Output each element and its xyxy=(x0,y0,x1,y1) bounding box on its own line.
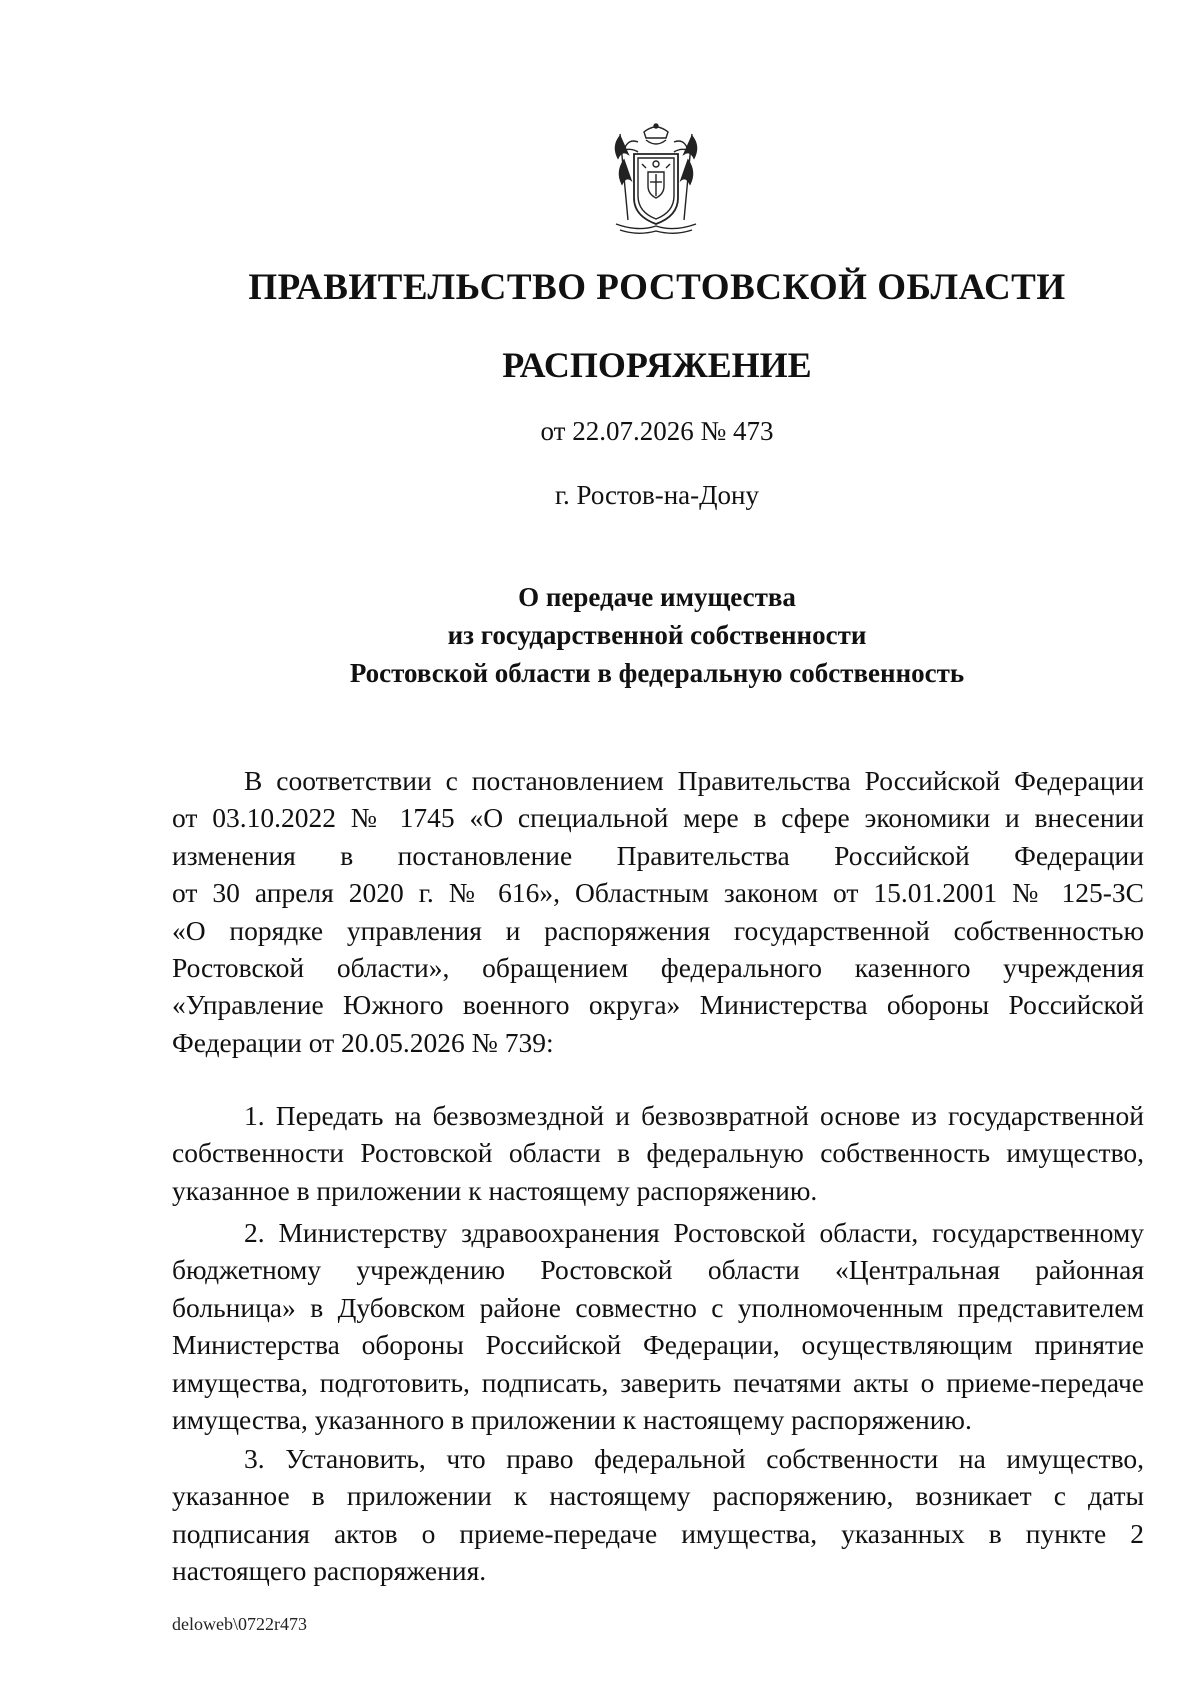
subject-line: О передаче имущества xyxy=(518,582,796,612)
clause-line: указанное в приложении к настоящему распоряжению, возникает с даты xyxy=(172,1480,1144,1512)
clause-line: бюджетному учреждению Ростовской области «Центральная районная xyxy=(172,1254,1144,1286)
document-registry-code: deloweb\0722r473 xyxy=(172,1614,307,1634)
clause-line: указанное в приложении к настоящему распоряжению. xyxy=(172,1174,818,1206)
clause-line: имущества, подготовить, подписать, заверить печатями акты о приеме-передаче xyxy=(172,1366,1144,1398)
clause-1 xyxy=(172,1097,1144,1209)
clause-line: подписания актов о приеме-передаче имущества, указанных в пункте 2 xyxy=(172,1517,1144,1549)
clause-line: 3. Установить, что право федеральной собственности на имущество, xyxy=(244,1443,1144,1474)
preamble-line: «О порядке управления и распоряжения государственной собственностью xyxy=(172,914,1144,946)
government-name: ПРАВИТЕЛЬСТВО РОСТОВСКОЙ ОБЛАСТИ xyxy=(248,267,1066,308)
preamble-line: изменения в постановление Правительства Российской Федерации xyxy=(172,839,1144,871)
preamble-paragraph xyxy=(172,762,1144,1061)
clause-line: собственности Ростовской области в федеральную собственность имущество, xyxy=(172,1137,1144,1169)
subject-line: из государственной собственности xyxy=(447,620,867,650)
subject-line: Ростовской области в федеральную собственность xyxy=(349,658,965,688)
clause-line: Министерства обороны Российской Федерации, осуществляющим принятие xyxy=(172,1329,1144,1361)
preamble-line: от 03.10.2022 № 1745 «О специальной мере в сфере экономики и внесении xyxy=(172,802,1144,834)
preamble-line: «Управление Южного военного округа» Министерства обороны Российской xyxy=(172,989,1144,1021)
document-date-number: от 22.07.2026 № 473 xyxy=(540,416,774,446)
clause-line: больница» в Дубовском районе совместно с уполномоченным представителем xyxy=(172,1291,1144,1323)
document-city: г. Ростов-на-Дону xyxy=(554,480,759,510)
clause-line: 1. Передать на безвозмездной и безвозвратной основе из государственной xyxy=(244,1100,1144,1131)
clause-line: 2. Министерству здравоохранения Ростовской области, государственному xyxy=(244,1217,1144,1248)
document-type-title: РАСПОРЯЖЕНИЕ xyxy=(502,345,812,385)
clause-2 xyxy=(172,1214,1144,1438)
clause-line: настоящего распоряжения. xyxy=(172,1555,487,1587)
preamble-line: Ростовской области», обращением федерального казенного учреждения xyxy=(172,951,1144,983)
document-subject xyxy=(57,578,1200,692)
clause-3 xyxy=(172,1440,1144,1590)
clause-line: имущества, указанного в приложении к настоящему распоряжению. xyxy=(172,1403,972,1435)
preamble-line: В соответствии с постановлением Правительства Российской Федерации xyxy=(244,765,1144,796)
preamble-line: Федерации от 20.05.2026 № 739: xyxy=(172,1026,554,1058)
coat-of-arms-icon xyxy=(598,120,714,238)
preamble-line: от 30 апреля 2020 г. № 616», Областным законом от 15.01.2001 № 125-ЗС xyxy=(172,877,1144,909)
